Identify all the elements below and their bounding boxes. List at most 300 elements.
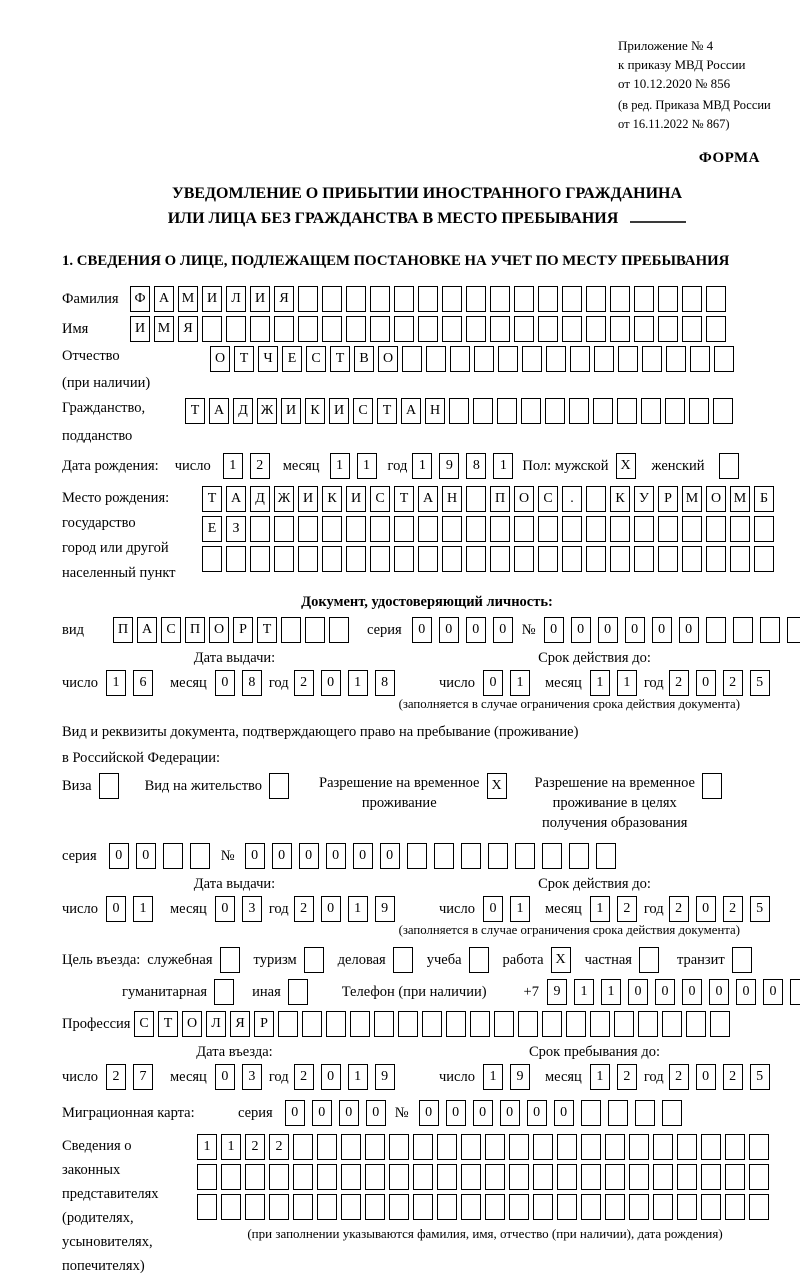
doc-issue-month-cells-0[interactable]: 0 — [215, 670, 235, 696]
entry-month-cells-0[interactable]: 0 — [215, 1064, 235, 1090]
profession-cells-21[interactable] — [638, 1011, 658, 1037]
surname-cells-22[interactable] — [658, 286, 678, 312]
citizenship-cells-11[interactable] — [449, 398, 469, 424]
citizenship-cells-8[interactable]: Т — [377, 398, 397, 424]
visa-checkbox-0[interactable] — [99, 773, 119, 799]
res-number-cells-3[interactable]: 0 — [326, 843, 346, 869]
legal-reps-cells-1-2[interactable]: 2 — [245, 1134, 265, 1160]
citizenship-cells-9[interactable]: А — [401, 398, 421, 424]
birthplace-cells-3-2[interactable] — [250, 546, 270, 572]
legal-reps-cells-1-8[interactable] — [389, 1134, 409, 1160]
patronymic-cells-15[interactable] — [570, 346, 590, 372]
res-issue-month-cells-1[interactable]: 3 — [242, 896, 262, 922]
birthplace-cells-2-15[interactable] — [562, 516, 582, 542]
purpose-official-checkbox-0[interactable] — [220, 947, 240, 973]
profession-cells-1[interactable]: Т — [158, 1011, 178, 1037]
doc-kind-cells-3[interactable]: П — [185, 617, 205, 643]
citizenship-cells-4[interactable]: И — [281, 398, 301, 424]
name-cells-18[interactable] — [562, 316, 582, 342]
legal-reps-cells-1-7[interactable] — [365, 1134, 385, 1160]
res-number-cells-7[interactable] — [434, 843, 454, 869]
legal-reps-cells-3-21[interactable] — [701, 1194, 721, 1220]
res-series-cells-3[interactable] — [190, 843, 210, 869]
legal-reps-cells-2-16[interactable] — [581, 1164, 601, 1190]
surname-cells-8[interactable] — [322, 286, 342, 312]
birth-day-cells-1[interactable]: 2 — [250, 453, 270, 479]
res-valid-month-cells-0[interactable]: 1 — [590, 896, 610, 922]
patronymic-cells-2[interactable]: Ч — [258, 346, 278, 372]
mig-number-cells-2[interactable]: 0 — [473, 1100, 493, 1126]
birthplace-cells-1-17[interactable]: К — [610, 486, 630, 512]
legal-reps-cells-2-13[interactable] — [509, 1164, 529, 1190]
doc-valid-month-cells-1[interactable]: 1 — [617, 670, 637, 696]
surname-cells-13[interactable] — [442, 286, 462, 312]
name-cells-24[interactable] — [706, 316, 726, 342]
birthplace-cells-2-9[interactable] — [418, 516, 438, 542]
phone-cells-7[interactable]: 0 — [736, 979, 756, 1005]
doc-number-cells-5[interactable]: 0 — [679, 617, 699, 643]
legal-reps-cells-3-7[interactable] — [365, 1194, 385, 1220]
doc-kind-cells-9[interactable] — [329, 617, 349, 643]
legal-reps-cells-2-10[interactable] — [437, 1164, 457, 1190]
phone-cells-1[interactable]: 1 — [574, 979, 594, 1005]
doc-valid-year-cells-1[interactable]: 0 — [696, 670, 716, 696]
doc-valid-day-cells-1[interactable]: 1 — [510, 670, 530, 696]
entry-year-cells-2[interactable]: 1 — [348, 1064, 368, 1090]
birthplace-cells-2-10[interactable] — [442, 516, 462, 542]
res-issue-year-cells-1[interactable]: 0 — [321, 896, 341, 922]
legal-reps-cells-3-18[interactable] — [629, 1194, 649, 1220]
patronymic-cells-7[interactable]: О — [378, 346, 398, 372]
mig-number-cells-0[interactable]: 0 — [419, 1100, 439, 1126]
name-cells-13[interactable] — [442, 316, 462, 342]
birthplace-cells-1-18[interactable]: У — [634, 486, 654, 512]
stay-month-cells-0[interactable]: 1 — [590, 1064, 610, 1090]
mig-number-cells-6[interactable] — [581, 1100, 601, 1126]
birthplace-cells-1-8[interactable]: Т — [394, 486, 414, 512]
doc-kind-cells-8[interactable] — [305, 617, 325, 643]
patronymic-cells-3[interactable]: Е — [282, 346, 302, 372]
birthplace-cells-2-8[interactable] — [394, 516, 414, 542]
birthplace-cells-1-9[interactable]: А — [418, 486, 438, 512]
stay-day-cells-1[interactable]: 9 — [510, 1064, 530, 1090]
phone-cells-8[interactable]: 0 — [763, 979, 783, 1005]
res-series-cells-0[interactable]: 0 — [109, 843, 129, 869]
legal-reps-cells-1-3[interactable]: 2 — [269, 1134, 289, 1160]
birthplace-cells-1-14[interactable]: С — [538, 486, 558, 512]
profession-cells-16[interactable] — [518, 1011, 538, 1037]
profession-cells-5[interactable]: Р — [254, 1011, 274, 1037]
citizenship-cells-12[interactable] — [473, 398, 493, 424]
doc-issue-day-cells-1[interactable]: 6 — [133, 670, 153, 696]
surname-cells-3[interactable]: И — [202, 286, 222, 312]
doc-number-cells-0[interactable]: 0 — [544, 617, 564, 643]
birthplace-cells-3-15[interactable] — [562, 546, 582, 572]
birthplace-cells-2-19[interactable] — [658, 516, 678, 542]
surname-cells-9[interactable] — [346, 286, 366, 312]
purpose-humanitarian-checkbox-0[interactable] — [214, 979, 234, 1005]
citizenship-cells-21[interactable] — [689, 398, 709, 424]
birthplace-cells-2-6[interactable] — [346, 516, 366, 542]
profession-cells-3[interactable]: Л — [206, 1011, 226, 1037]
legal-reps-cells-3-17[interactable] — [605, 1194, 625, 1220]
doc-kind-cells-6[interactable]: Т — [257, 617, 277, 643]
purpose-tourism-checkbox-0[interactable] — [304, 947, 324, 973]
res-number-cells-8[interactable] — [461, 843, 481, 869]
legal-reps-cells-2-6[interactable] — [341, 1164, 361, 1190]
profession-cells-2[interactable]: О — [182, 1011, 202, 1037]
legal-reps-cells-3-4[interactable] — [293, 1194, 313, 1220]
profession-cells-12[interactable] — [422, 1011, 442, 1037]
legal-reps-cells-3-3[interactable] — [269, 1194, 289, 1220]
name-cells-20[interactable] — [610, 316, 630, 342]
legal-reps-cells-2-8[interactable] — [389, 1164, 409, 1190]
citizenship-cells-1[interactable]: А — [209, 398, 229, 424]
profession-cells-0[interactable]: С — [134, 1011, 154, 1037]
birthplace-cells-1-12[interactable]: П — [490, 486, 510, 512]
legal-reps-cells-1-18[interactable] — [629, 1134, 649, 1160]
doc-valid-month-cells-0[interactable]: 1 — [590, 670, 610, 696]
entry-year-cells-0[interactable]: 2 — [294, 1064, 314, 1090]
name-cells-17[interactable] — [538, 316, 558, 342]
stay-year-cells-2[interactable]: 2 — [723, 1064, 743, 1090]
legal-reps-cells-1-17[interactable] — [605, 1134, 625, 1160]
mig-series-cells-3[interactable]: 0 — [366, 1100, 386, 1126]
birthplace-cells-3-7[interactable] — [370, 546, 390, 572]
res-number-cells-5[interactable]: 0 — [380, 843, 400, 869]
doc-valid-year-cells-2[interactable]: 2 — [723, 670, 743, 696]
birth-day-cells-0[interactable]: 1 — [223, 453, 243, 479]
birthplace-cells-2-0[interactable]: Е — [202, 516, 222, 542]
legal-reps-cells-3-2[interactable] — [245, 1194, 265, 1220]
legal-reps-cells-2-14[interactable] — [533, 1164, 553, 1190]
citizenship-cells-17[interactable] — [593, 398, 613, 424]
legal-reps-cells-3-9[interactable] — [413, 1194, 433, 1220]
citizenship-cells-15[interactable] — [545, 398, 565, 424]
patronymic-cells-18[interactable] — [642, 346, 662, 372]
patronymic-cells-1[interactable]: Т — [234, 346, 254, 372]
profession-cells-13[interactable] — [446, 1011, 466, 1037]
citizenship-cells-6[interactable]: И — [329, 398, 349, 424]
birth-year-cells-3[interactable]: 1 — [493, 453, 513, 479]
birthplace-cells-3-13[interactable] — [514, 546, 534, 572]
surname-cells-19[interactable] — [586, 286, 606, 312]
stay-year-cells-0[interactable]: 2 — [669, 1064, 689, 1090]
doc-number-cells-7[interactable] — [733, 617, 753, 643]
legal-reps-cells-1-5[interactable] — [317, 1134, 337, 1160]
purpose-study-checkbox-0[interactable] — [469, 947, 489, 973]
doc-number-cells-1[interactable]: 0 — [571, 617, 591, 643]
legal-reps-cells-2-11[interactable] — [461, 1164, 481, 1190]
title-blank-underline[interactable] — [630, 208, 686, 223]
legal-reps-cells-1-13[interactable] — [509, 1134, 529, 1160]
birthplace-cells-3-14[interactable] — [538, 546, 558, 572]
mig-number-cells-3[interactable]: 0 — [500, 1100, 520, 1126]
patronymic-cells-5[interactable]: Т — [330, 346, 350, 372]
legal-reps-cells-2-22[interactable] — [725, 1164, 745, 1190]
name-cells-23[interactable] — [682, 316, 702, 342]
entry-year-cells-3[interactable]: 9 — [375, 1064, 395, 1090]
temp-permit-checkbox-0[interactable]: X — [487, 773, 507, 799]
surname-cells-2[interactable]: М — [178, 286, 198, 312]
res-valid-year-cells-3[interactable]: 5 — [750, 896, 770, 922]
purpose-work-checkbox-0[interactable]: X — [551, 947, 571, 973]
doc-series-cells-1[interactable]: 0 — [439, 617, 459, 643]
surname-cells-20[interactable] — [610, 286, 630, 312]
patronymic-cells-19[interactable] — [666, 346, 686, 372]
res-number-cells-2[interactable]: 0 — [299, 843, 319, 869]
patronymic-cells-10[interactable] — [450, 346, 470, 372]
name-cells-0[interactable]: И — [130, 316, 150, 342]
purpose-other-checkbox-0[interactable] — [288, 979, 308, 1005]
name-cells-12[interactable] — [418, 316, 438, 342]
surname-cells-18[interactable] — [562, 286, 582, 312]
doc-issue-year-cells-3[interactable]: 8 — [375, 670, 395, 696]
birthplace-cells-2-18[interactable] — [634, 516, 654, 542]
res-number-cells-13[interactable] — [596, 843, 616, 869]
legal-reps-cells-3-10[interactable] — [437, 1194, 457, 1220]
patronymic-cells-9[interactable] — [426, 346, 446, 372]
patronymic-cells-11[interactable] — [474, 346, 494, 372]
res-issue-day-cells-0[interactable]: 0 — [106, 896, 126, 922]
legal-reps-cells-3-16[interactable] — [581, 1194, 601, 1220]
res-valid-year-cells-0[interactable]: 2 — [669, 896, 689, 922]
res-issue-month-cells-0[interactable]: 0 — [215, 896, 235, 922]
surname-cells-7[interactable] — [298, 286, 318, 312]
sex-male-checkbox-0[interactable]: X — [616, 453, 636, 479]
sex-female-checkbox-0[interactable] — [719, 453, 739, 479]
name-cells-10[interactable] — [370, 316, 390, 342]
doc-issue-year-cells-0[interactable]: 2 — [294, 670, 314, 696]
birthplace-cells-3-6[interactable] — [346, 546, 366, 572]
res-number-cells-6[interactable] — [407, 843, 427, 869]
surname-cells-5[interactable]: И — [250, 286, 270, 312]
legal-reps-cells-1-14[interactable] — [533, 1134, 553, 1160]
res-number-cells-9[interactable] — [488, 843, 508, 869]
name-cells-22[interactable] — [658, 316, 678, 342]
name-cells-9[interactable] — [346, 316, 366, 342]
birthplace-cells-3-22[interactable] — [730, 546, 750, 572]
profession-cells-23[interactable] — [686, 1011, 706, 1037]
mig-series-cells-2[interactable]: 0 — [339, 1100, 359, 1126]
birthplace-cells-3-17[interactable] — [610, 546, 630, 572]
birthplace-cells-1-23[interactable]: Б — [754, 486, 774, 512]
entry-day-cells-0[interactable]: 2 — [106, 1064, 126, 1090]
legal-reps-cells-3-13[interactable] — [509, 1194, 529, 1220]
birthplace-cells-1-4[interactable]: И — [298, 486, 318, 512]
legal-reps-cells-1-6[interactable] — [341, 1134, 361, 1160]
doc-number-cells-4[interactable]: 0 — [652, 617, 672, 643]
doc-kind-cells-0[interactable]: П — [113, 617, 133, 643]
entry-year-cells-1[interactable]: 0 — [321, 1064, 341, 1090]
birthplace-cells-2-7[interactable] — [370, 516, 390, 542]
name-cells-8[interactable] — [322, 316, 342, 342]
birthplace-cells-1-19[interactable]: Р — [658, 486, 678, 512]
doc-kind-cells-5[interactable]: Р — [233, 617, 253, 643]
edu-permit-checkbox-0[interactable] — [702, 773, 722, 799]
profession-cells-9[interactable] — [350, 1011, 370, 1037]
legal-reps-cells-2-0[interactable] — [197, 1164, 217, 1190]
res-number-cells-0[interactable]: 0 — [245, 843, 265, 869]
stay-month-cells-1[interactable]: 2 — [617, 1064, 637, 1090]
res-issue-year-cells-0[interactable]: 2 — [294, 896, 314, 922]
birth-month-cells-1[interactable]: 1 — [357, 453, 377, 479]
profession-cells-19[interactable] — [590, 1011, 610, 1037]
profession-cells-22[interactable] — [662, 1011, 682, 1037]
doc-number-cells-6[interactable] — [706, 617, 726, 643]
profession-cells-14[interactable] — [470, 1011, 490, 1037]
doc-number-cells-3[interactable]: 0 — [625, 617, 645, 643]
legal-reps-cells-2-9[interactable] — [413, 1164, 433, 1190]
surname-cells-15[interactable] — [490, 286, 510, 312]
name-cells-11[interactable] — [394, 316, 414, 342]
birthplace-cells-3-19[interactable] — [658, 546, 678, 572]
birthplace-cells-3-16[interactable] — [586, 546, 606, 572]
surname-cells-1[interactable]: А — [154, 286, 174, 312]
citizenship-cells-13[interactable] — [497, 398, 517, 424]
legal-reps-cells-2-17[interactable] — [605, 1164, 625, 1190]
legal-reps-cells-1-1[interactable]: 1 — [221, 1134, 241, 1160]
legal-reps-cells-1-11[interactable] — [461, 1134, 481, 1160]
citizenship-cells-18[interactable] — [617, 398, 637, 424]
legal-reps-cells-2-20[interactable] — [677, 1164, 697, 1190]
phone-cells-4[interactable]: 0 — [655, 979, 675, 1005]
citizenship-cells-19[interactable] — [641, 398, 661, 424]
legal-reps-cells-2-21[interactable] — [701, 1164, 721, 1190]
legal-reps-cells-2-7[interactable] — [365, 1164, 385, 1190]
surname-cells-12[interactable] — [418, 286, 438, 312]
birthplace-cells-1-11[interactable] — [466, 486, 486, 512]
birthplace-cells-1-15[interactable]: . — [562, 486, 582, 512]
birthplace-cells-2-12[interactable] — [490, 516, 510, 542]
surname-cells-0[interactable]: Ф — [130, 286, 150, 312]
citizenship-cells-3[interactable]: Ж — [257, 398, 277, 424]
legal-reps-cells-1-9[interactable] — [413, 1134, 433, 1160]
birthplace-cells-3-3[interactable] — [274, 546, 294, 572]
birthplace-cells-1-6[interactable]: И — [346, 486, 366, 512]
legal-reps-cells-1-0[interactable]: 1 — [197, 1134, 217, 1160]
birthplace-cells-3-12[interactable] — [490, 546, 510, 572]
birthplace-cells-3-11[interactable] — [466, 546, 486, 572]
legal-reps-cells-2-4[interactable] — [293, 1164, 313, 1190]
citizenship-cells-20[interactable] — [665, 398, 685, 424]
patronymic-cells-16[interactable] — [594, 346, 614, 372]
patronymic-cells-8[interactable] — [402, 346, 422, 372]
birthplace-cells-2-21[interactable] — [706, 516, 726, 542]
profession-cells-15[interactable] — [494, 1011, 514, 1037]
phone-cells-2[interactable]: 1 — [601, 979, 621, 1005]
surname-cells-6[interactable]: Я — [274, 286, 294, 312]
birthplace-cells-3-18[interactable] — [634, 546, 654, 572]
doc-valid-year-cells-0[interactable]: 2 — [669, 670, 689, 696]
legal-reps-cells-1-15[interactable] — [557, 1134, 577, 1160]
mig-number-cells-7[interactable] — [608, 1100, 628, 1126]
phone-cells-3[interactable]: 0 — [628, 979, 648, 1005]
res-number-cells-12[interactable] — [569, 843, 589, 869]
doc-valid-day-cells-0[interactable]: 0 — [483, 670, 503, 696]
patronymic-cells-6[interactable]: В — [354, 346, 374, 372]
doc-kind-cells-2[interactable]: С — [161, 617, 181, 643]
surname-cells-4[interactable]: Л — [226, 286, 246, 312]
birthplace-cells-2-5[interactable] — [322, 516, 342, 542]
phone-cells-9[interactable] — [790, 979, 800, 1005]
res-series-cells-1[interactable]: 0 — [136, 843, 156, 869]
birthplace-cells-1-0[interactable]: Т — [202, 486, 222, 512]
legal-reps-cells-1-21[interactable] — [701, 1134, 721, 1160]
patronymic-cells-4[interactable]: С — [306, 346, 326, 372]
stay-day-cells-0[interactable]: 1 — [483, 1064, 503, 1090]
name-cells-15[interactable] — [490, 316, 510, 342]
patronymic-cells-13[interactable] — [522, 346, 542, 372]
legal-reps-cells-2-12[interactable] — [485, 1164, 505, 1190]
legal-reps-cells-1-12[interactable] — [485, 1134, 505, 1160]
birthplace-cells-3-4[interactable] — [298, 546, 318, 572]
profession-cells-11[interactable] — [398, 1011, 418, 1037]
doc-series-cells-0[interactable]: 0 — [412, 617, 432, 643]
name-cells-1[interactable]: М — [154, 316, 174, 342]
birthplace-cells-3-9[interactable] — [418, 546, 438, 572]
doc-kind-cells-7[interactable] — [281, 617, 301, 643]
doc-number-cells-9[interactable] — [787, 617, 800, 643]
citizenship-cells-5[interactable]: К — [305, 398, 325, 424]
legal-reps-cells-1-4[interactable] — [293, 1134, 313, 1160]
birthplace-cells-3-0[interactable] — [202, 546, 222, 572]
birthplace-cells-1-20[interactable]: М — [682, 486, 702, 512]
birthplace-cells-2-4[interactable] — [298, 516, 318, 542]
patronymic-cells-21[interactable] — [714, 346, 734, 372]
citizenship-cells-22[interactable] — [713, 398, 733, 424]
surname-cells-23[interactable] — [682, 286, 702, 312]
birth-year-cells-0[interactable]: 1 — [412, 453, 432, 479]
birthplace-cells-1-5[interactable]: К — [322, 486, 342, 512]
res-issue-year-cells-3[interactable]: 9 — [375, 896, 395, 922]
doc-series-cells-2[interactable]: 0 — [466, 617, 486, 643]
birthplace-cells-2-13[interactable] — [514, 516, 534, 542]
birthplace-cells-1-3[interactable]: Ж — [274, 486, 294, 512]
legal-reps-cells-1-19[interactable] — [653, 1134, 673, 1160]
birthplace-cells-3-10[interactable] — [442, 546, 462, 572]
legal-reps-cells-3-8[interactable] — [389, 1194, 409, 1220]
birth-year-cells-2[interactable]: 8 — [466, 453, 486, 479]
birthplace-cells-3-23[interactable] — [754, 546, 774, 572]
birthplace-cells-2-3[interactable] — [274, 516, 294, 542]
doc-kind-cells-4[interactable]: О — [209, 617, 229, 643]
legal-reps-cells-3-20[interactable] — [677, 1194, 697, 1220]
name-cells-2[interactable]: Я — [178, 316, 198, 342]
doc-valid-year-cells-3[interactable]: 5 — [750, 670, 770, 696]
name-cells-3[interactable] — [202, 316, 222, 342]
birthplace-cells-2-14[interactable] — [538, 516, 558, 542]
birthplace-cells-3-8[interactable] — [394, 546, 414, 572]
legal-reps-cells-3-19[interactable] — [653, 1194, 673, 1220]
phone-cells-5[interactable]: 0 — [682, 979, 702, 1005]
legal-reps-cells-3-11[interactable] — [461, 1194, 481, 1220]
mig-number-cells-1[interactable]: 0 — [446, 1100, 466, 1126]
citizenship-cells-14[interactable] — [521, 398, 541, 424]
profession-cells-24[interactable] — [710, 1011, 730, 1037]
citizenship-cells-2[interactable]: Д — [233, 398, 253, 424]
birthplace-cells-1-2[interactable]: Д — [250, 486, 270, 512]
legal-reps-cells-2-18[interactable] — [629, 1164, 649, 1190]
doc-issue-year-cells-1[interactable]: 0 — [321, 670, 341, 696]
phone-cells-0[interactable]: 9 — [547, 979, 567, 1005]
res-valid-year-cells-1[interactable]: 0 — [696, 896, 716, 922]
legal-reps-cells-2-19[interactable] — [653, 1164, 673, 1190]
birthplace-cells-1-13[interactable]: О — [514, 486, 534, 512]
legal-reps-cells-2-15[interactable] — [557, 1164, 577, 1190]
legal-reps-cells-3-15[interactable] — [557, 1194, 577, 1220]
mig-number-cells-9[interactable] — [662, 1100, 682, 1126]
